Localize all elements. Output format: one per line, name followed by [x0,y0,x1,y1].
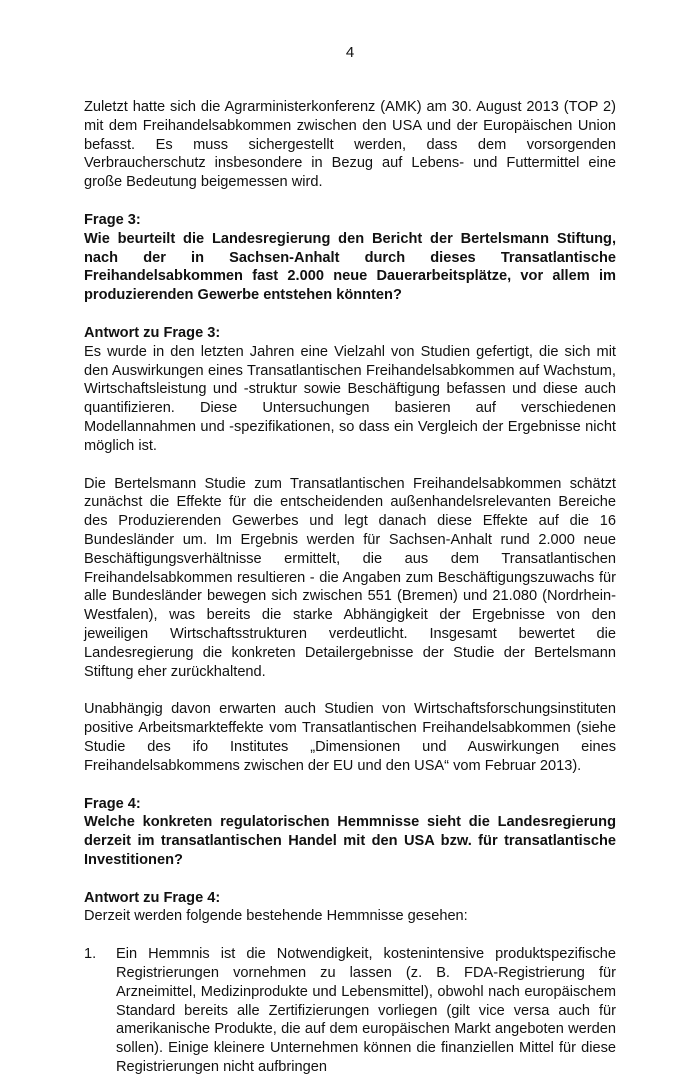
frage4-answer-label: Antwort zu Frage 4: [84,889,221,906]
page-content [84,98,616,1077]
frage4-answer-intro: Derzeit werden folgende bestehende Hemmnisse gesehen: [84,908,468,925]
hemmnisse-list [84,945,616,1077]
page-number: 4 [345,44,355,61]
frage3-answer-paragraph: Die Bertelsmann Studie zum Transatlantischen Freihandelsabkommen schätzt zunächst die Effekte für die entscheidenden außenhandelsrelevanten Bereiche des Produzierenden Gewerbes und legt danach diese Effekte auf die 16 Bundesländer um. Im Ergebnis werden für Sachsen-Anhalt rund 2.000 neue Beschäftigungsverhältnisse ermittelt, die aus dem Transatlantischen Freihandelsabkommen resultieren - die Angaben zum Beschäftigungszuwachs für alle Bundesländer bewegen sich zwischen 551 (Bremen) und 21.080 (Nordrhein-Westfalen), was bereits die starke Abhängigkeit der Ergebnisse von den jeweiligen Wirtschaftsstrukturen verdeutlicht. Insgesamt bewertet die Landesregierung die konkreten Detailergebnisse der Studie der Bertelsmann Stiftung eher zurückhaltend. [84,475,616,680]
list-item-text: Ein Hemmnis ist die Notwendigkeit, kostenintensive produktspezifische Registrierungen vornehmen zu lassen (z. B. FDA-Registrierung für Arzneimittel, Medizinprodukte und Lebensmittel), obwohl nach europäischem Standard bereits alle Zertifizierungen vorliegen (gilt vice versa auch für amerikanische Produkte, die auf dem europäischen Markt angeboten werden sollen). Einige kleinere Unternehmen können die finanziellen Mittel für diese Registrierungen nicht aufbringen [116,946,616,1076]
frage3-label: Frage 3: [84,211,141,228]
frage3-answer-paragraph: Unabhängig davon erwarten auch Studien von Wirtschaftsforschungsinstituten positive Arbeitsmarkteffekte vom Transatlantischen Freihandelsabkommen (siehe Studie des ifo Institutes „Dimensionen und Auswirkungen eines Freihandelsabkommens zwischen der EU und den USA“ vom Februar 2013). [84,701,616,774]
frage3-section [84,211,616,776]
frage4-section [84,795,616,1077]
intro-paragraph: Zuletzt hatte sich die Agrarministerkonferenz (AMK) am 30. August 2013 (TOP 2) mit dem Freihandelsabkommen zwischen den USA und der Europäischen Union befasst. Es muss sichergestellt werden, dass dem vorsorgenden Verbraucherschutz insbesondere in Bezug auf Lebens- und Futtermittel eine große Bedeutung beigemessen wird. [84,99,616,191]
frage3-question: Wie beurteilt die Landesregierung den Bericht der Bertelsmann Stiftung, nach der in Sachsen-Anhalt durch dieses Transatlantische Freihandelsabkommen fast 2.000 neue Dauerarbeitsplätze, vor allem im produzierenden Gewerbe entstehen könnten? [84,230,616,304]
frage4-label: Frage 4: [84,795,141,812]
list-item-number: 1. [84,946,97,963]
list-item [84,945,616,1077]
frage3-answer-paragraph: Es wurde in den letzten Jahren eine Vielzahl von Studien gefertigt, die sich mit den Auswirkungen eines Transatlantischen Freihandelsabkommen auf Wachstum, Wirtschaftsleistung und -struktur sowie Beschäftigung befassen und diese auch quantifizieren. Diese Untersuchungen basieren auf verschiedenen Modellannahmen und -spezifikationen, so dass ein Vergleich der Ergebnisse nicht möglich ist. [84,343,616,454]
frage4-question: Welche konkreten regulatorischen Hemmnisse sieht die Landesregierung derzeit im transatlantischen Handel mit den USA bzw. für transatlantische Investitionen? [84,814,616,868]
frage3-answer-label: Antwort zu Frage 3: [84,324,221,341]
